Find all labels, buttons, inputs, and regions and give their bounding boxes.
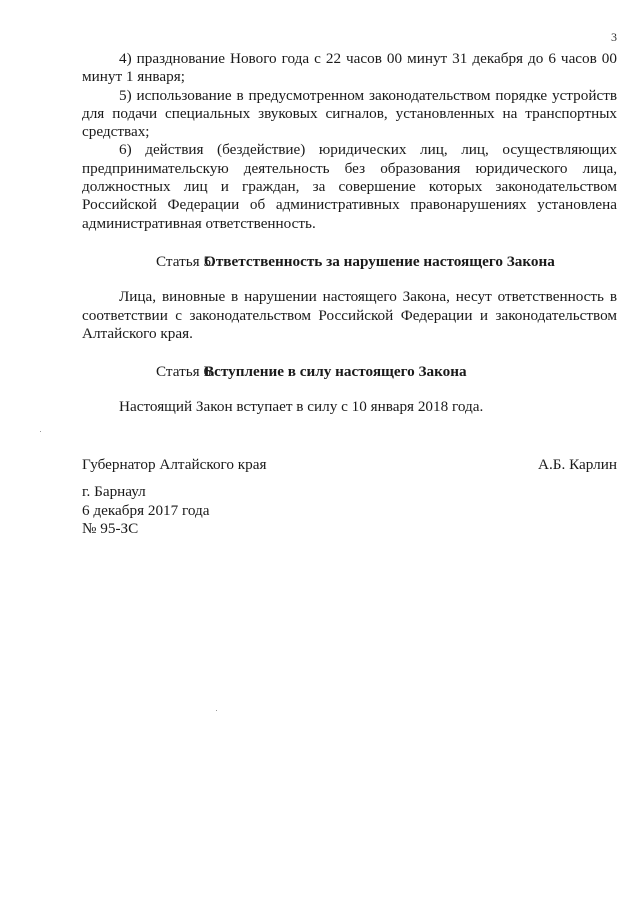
article-6-number: Статья 6. <box>156 363 215 381</box>
document-body <box>82 50 617 417</box>
signatory-position: Губернатор Алтайского края <box>82 456 267 473</box>
article-5-title: Ответственность за нарушение настоящего Закона <box>204 252 555 270</box>
list-item-4: 4) празднование Нового года с 22 часов 00 минут 31 декабря до 6 часов 00 минут 1 января; <box>82 50 617 86</box>
article-5-heading <box>82 253 617 271</box>
signature-block <box>82 456 617 538</box>
signature-date: 6 декабря 2017 года <box>82 501 210 519</box>
article-5-text: Лица, виновные в нарушении настоящего Закона, несут ответственность в соответствии с законодательством Российской Федерации и законодательством Алтайского края. <box>82 288 617 342</box>
article-6-heading <box>82 363 617 381</box>
article-5-number: Статья 5. <box>156 252 215 270</box>
signature-city: г. Барнаул <box>82 483 146 501</box>
page-number: 3 <box>611 30 617 44</box>
scan-artifact <box>216 710 217 711</box>
list-item-6: 6) действия (бездействие) юридических лиц, лиц, осуществляющих предпринимательскую деятельность без образования юридического лица, должностных лиц и граждан, за совершение которых законодательством Российской Федерации об административных правонарушениях установлена административная ответственность. <box>82 141 617 232</box>
article-6-title: Вступление в силу настоящего Закона <box>204 363 467 381</box>
scan-artifact <box>40 431 41 432</box>
signatory-name: А.Б. Карлин <box>538 456 617 473</box>
article-6-text: Настоящий Закон вступает в силу с 10 января 2018 года. <box>119 398 484 416</box>
law-number: № 95-ЗС <box>82 519 139 537</box>
list-item-5: 5) использование в предусмотренном законодательством порядке устройств для подачи специальных звуковых сигналов, установленных на транспортных средствах; <box>82 86 617 141</box>
